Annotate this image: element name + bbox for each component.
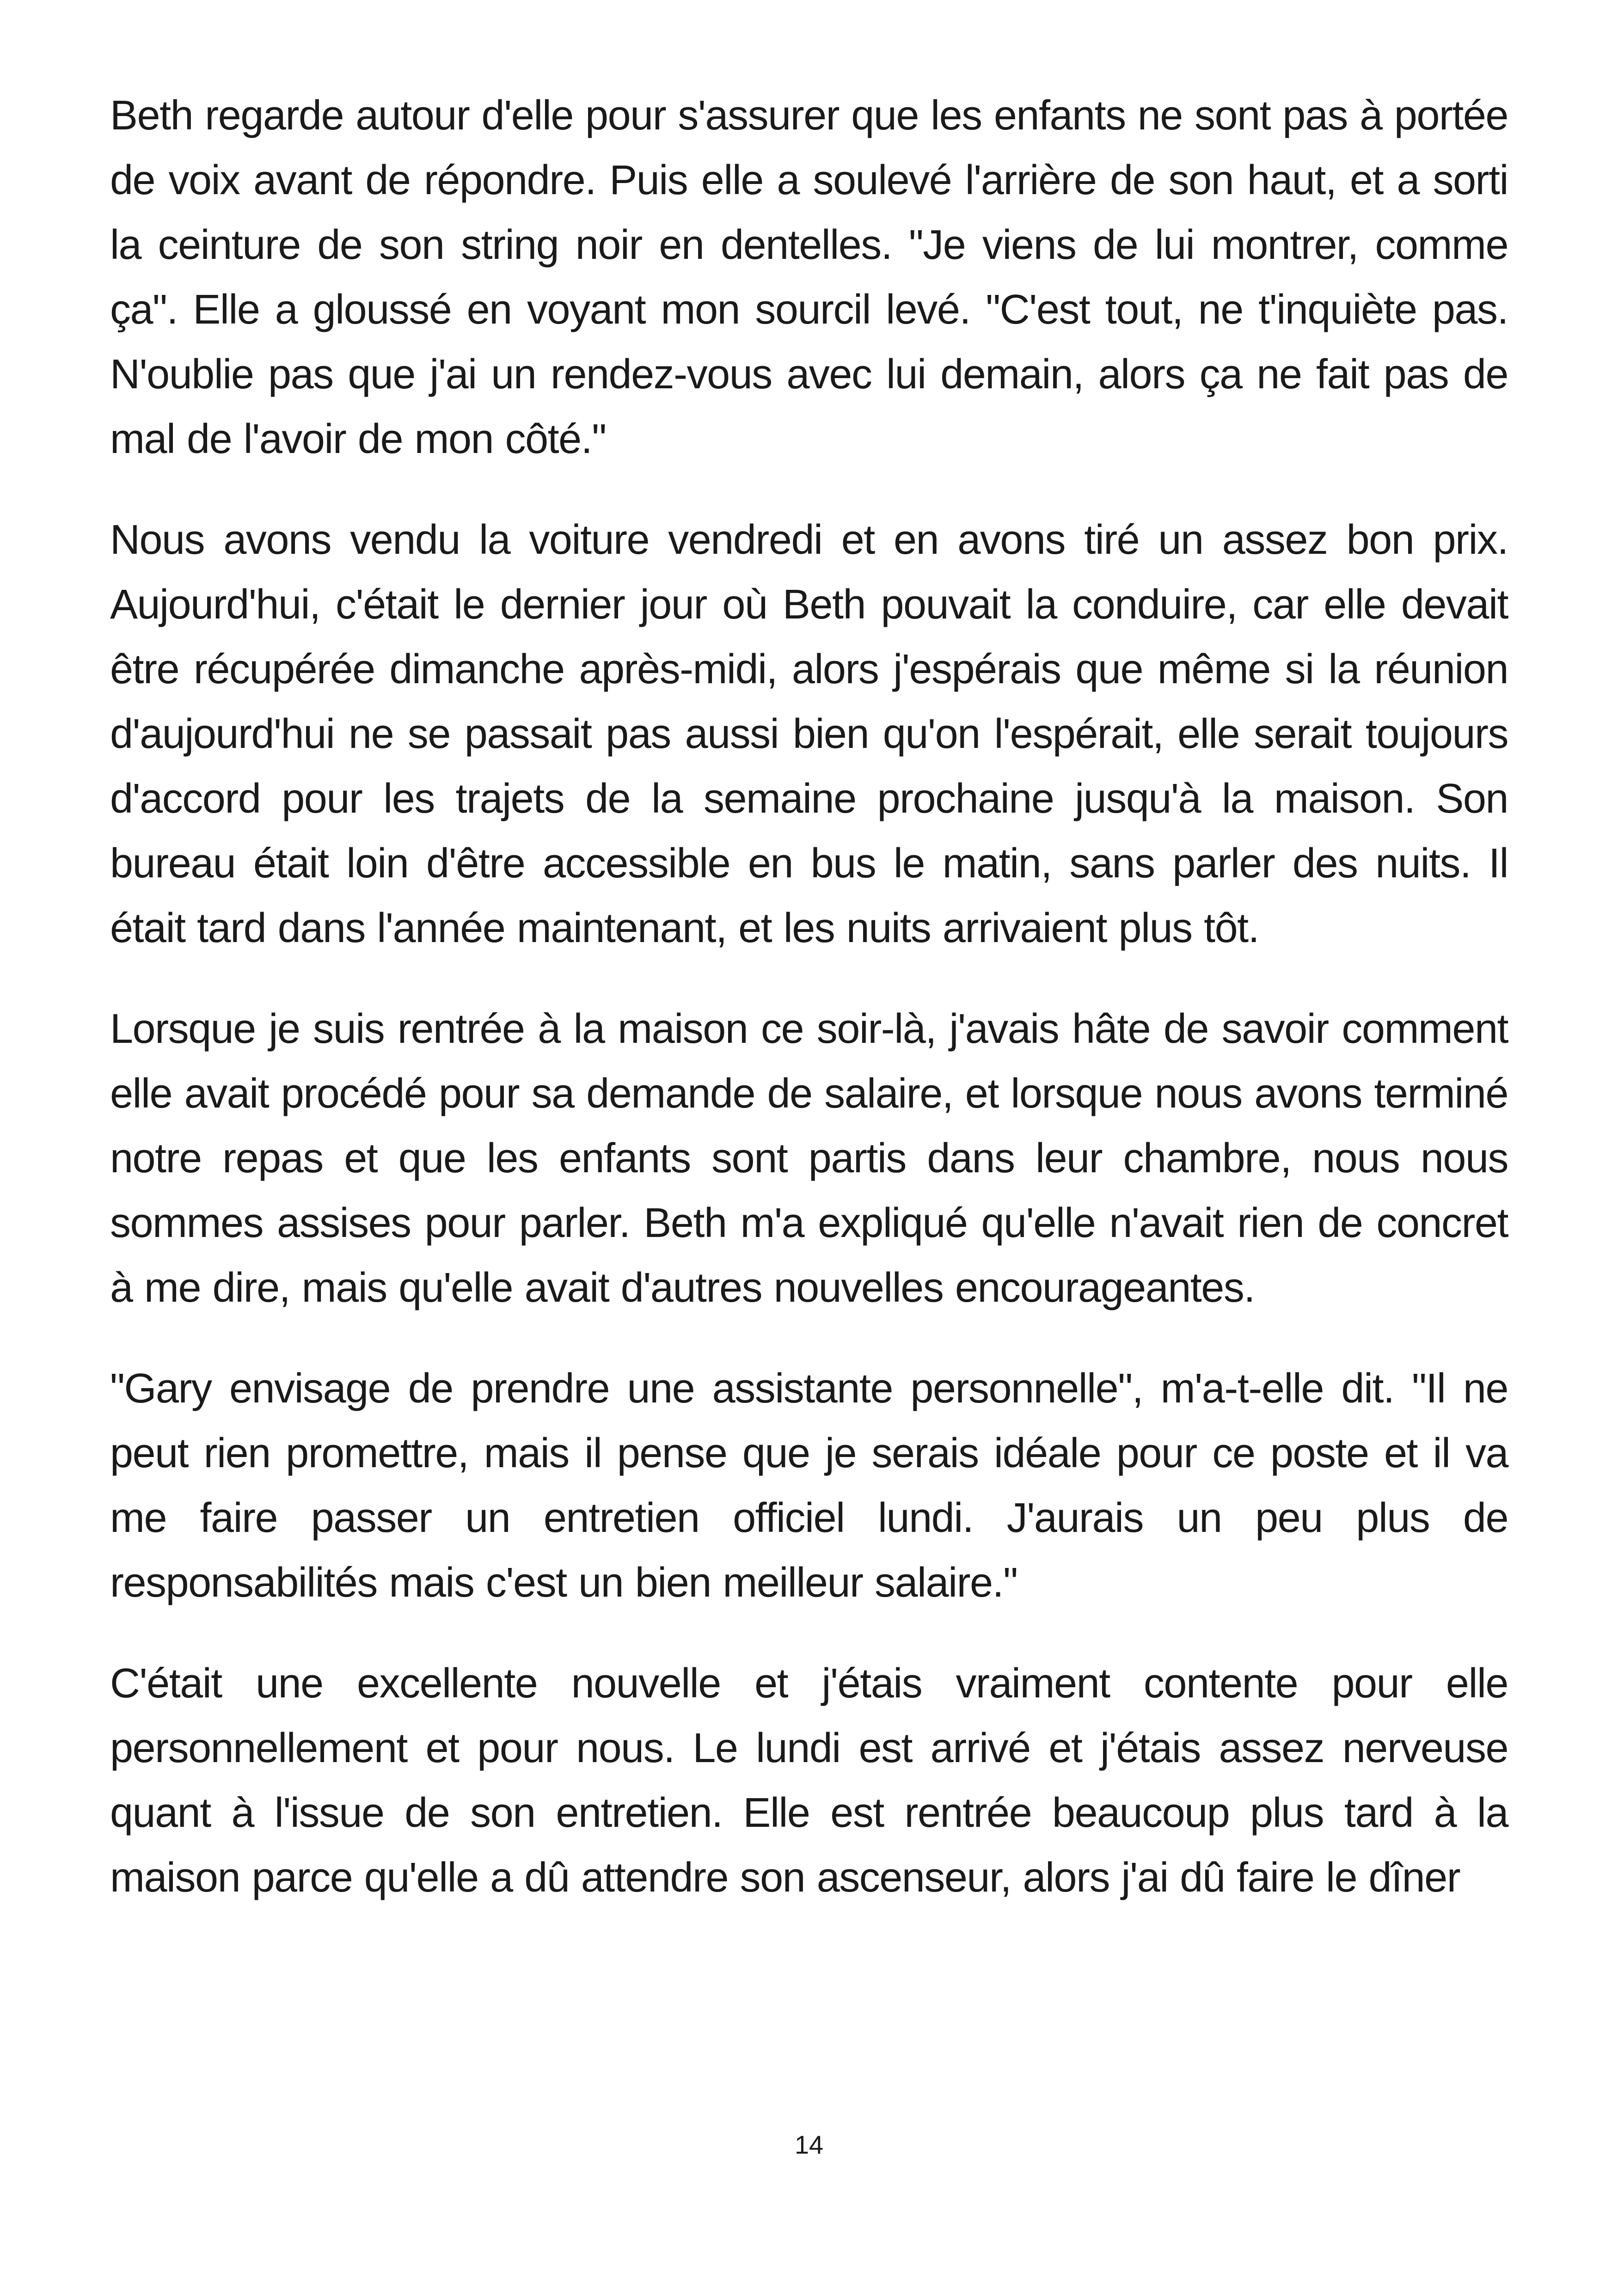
page-number: 14 [794, 2130, 824, 2159]
paragraph-3: Lorsque je suis rentrée à la maison ce soir-là, j'avais hâte de savoir comment elle avait procédé pour sa demande de salaire, et lorsque nous avons terminé notre repas et que les enfants sont partis dans leur chambre, nous nous sommes assises pour parler. Beth m'a expliqué qu'elle n'avait rien de concret à me dire, mais qu'elle avait d'autres nouvelles encourageantes. [110, 1006, 1508, 1311]
body-text [110, 83, 1508, 1946]
paragraph-4: "Gary envisage de prendre une assistante personnelle", m'a-t-elle dit. "Il ne peut rien promettre, mais il pense que je serais idéale pour ce poste et il va me faire passer un entretien officiel lundi. J'aurais un peu plus de responsabilités mais c'est un bien meilleur salaire." [110, 1365, 1508, 1606]
paragraph-2: Nous avons vendu la voiture vendredi et en avons tiré un assez bon prix. Aujourd'hui, c'était le dernier jour où Beth pouvait la conduire, car elle devait être récupérée dimanche après-midi, alors j'espérais que même si la réunion d'aujourd'hui ne se passait pas aussi bien qu'on l'espérait, elle serait toujours d'accord pour les trajets de la semaine prochaine jusqu'à la maison. Son bureau était loin d'être accessible en bus le matin, sans parler des nuits. Il était tard dans l'année maintenant, et les nuits arrivaient plus tôt. [110, 517, 1508, 951]
paragraph-1: Beth regarde autour d'elle pour s'assurer que les enfants ne sont pas à portée de voix avant de répondre. Puis elle a soulevé l'arrière de son haut, et a sorti la ceinture de son string noir en dentelles. "Je viens de lui montrer, comme ça". Elle a gloussé en voyant mon sourcil levé. "C'est tout, ne t'inquiète pas. N'oublie pas que j'ai un rendez-vous avec lui demain, alors ça ne fait pas de mal de l'avoir de mon côté." [110, 92, 1508, 462]
paragraph-5: C'était une excellente nouvelle et j'étais vraiment contente pour elle personnellement et pour nous. Le lundi est arrivé et j'étais assez nerveuse quant à l'issue de son entretien. Elle est rentrée beaucoup plus tard à la maison parce qu'elle a dû attendre son ascenseur, alors j'ai dû faire le dîner [110, 1660, 1508, 1901]
